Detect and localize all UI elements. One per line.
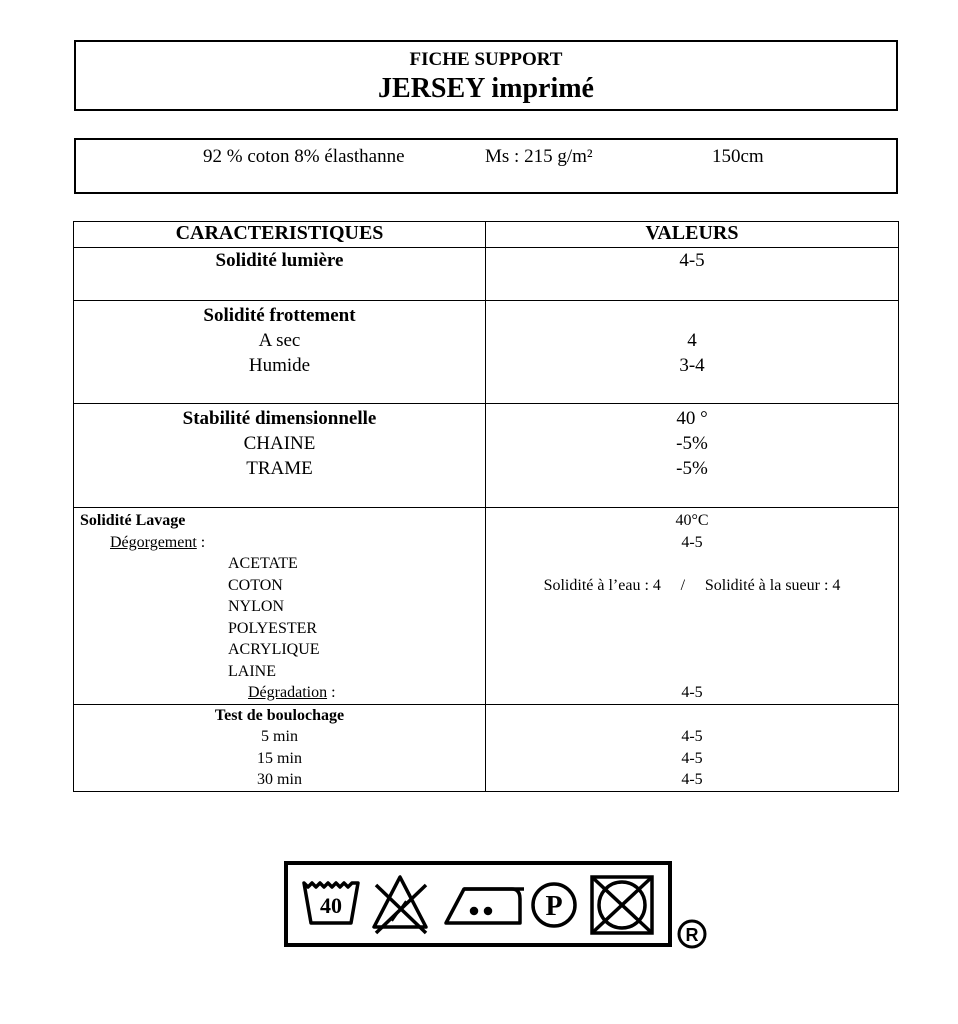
no-bleach-icon [374, 877, 426, 933]
separator: / [680, 576, 686, 594]
properties-table [73, 221, 899, 792]
care-symbols-box [284, 861, 672, 947]
svg-text:P: P [545, 891, 563, 922]
stability-label: Stabilité dimensionnelle [182, 408, 377, 429]
table-row [74, 404, 899, 508]
pilling-time: 30 min [257, 771, 302, 788]
svg-text:R: R [685, 925, 699, 945]
rubbing-wet-value: 3-4 [679, 355, 705, 376]
water-sweat-line [486, 575, 898, 597]
title-box [74, 40, 898, 111]
stability-warp-value: -5% [676, 433, 708, 454]
stability-temp: 40 ° [676, 408, 708, 429]
light-value: 4-5 [679, 250, 705, 271]
pilling-time: 15 min [257, 749, 302, 767]
list-item: COTON [228, 576, 283, 594]
fiber-list [80, 553, 485, 682]
pilling-value: 4-5 [681, 749, 703, 767]
col-characteristics: CARACTERISTIQUES [74, 222, 486, 248]
washing-temp: 40°C [675, 512, 709, 529]
pilling-time: 5 min [261, 728, 298, 745]
pilling-label: Test de boulochage [214, 706, 345, 724]
sweat-fastness: Solidité à la sueur : 4 [704, 576, 841, 594]
stability-weft-value: -5% [676, 458, 708, 479]
staining-line [80, 532, 485, 554]
light-label: Solidité lumière [215, 250, 344, 271]
registered-mark [676, 918, 708, 950]
rubbing-dry-label: A sec [258, 330, 301, 351]
rubbing-label: Solidité frottement [203, 305, 356, 326]
doc-subtitle: FICHE SUPPORT [409, 49, 563, 70]
staining-colon: : [196, 533, 206, 551]
table-row [74, 248, 899, 301]
pilling-value: 4-5 [681, 771, 703, 788]
table-header [74, 222, 899, 248]
washing-label: Solidité Lavage [80, 512, 186, 529]
stability-warp-label: CHAINE [243, 433, 316, 454]
rubbing-wet-label: Humide [248, 355, 311, 376]
degradation-value: 4-5 [681, 684, 703, 701]
list-item: ACRYLIQUE [228, 641, 320, 658]
degradation-label: Dégradation [248, 684, 328, 701]
water-fastness: Solidité à l’eau : 4 [543, 576, 661, 594]
iron-two-dots-icon [446, 889, 524, 923]
staining-value: 4-5 [681, 533, 703, 551]
spec-box [74, 138, 898, 194]
degradation-colon: : [327, 684, 336, 701]
wash-40-icon [304, 883, 358, 923]
list-item: LAINE [228, 662, 276, 680]
stability-weft-label: TRAME [246, 458, 313, 479]
doc-title: JERSEY imprimé [378, 73, 594, 104]
staining-label: Dégorgement [110, 533, 197, 551]
mass: Ms : 215 g/m² [485, 146, 593, 167]
dry-clean-p-icon [533, 884, 575, 926]
degradation-line [80, 682, 485, 704]
list-item: ACETATE [228, 555, 298, 572]
table-row [74, 508, 899, 705]
pilling-value: 4-5 [681, 728, 703, 745]
no-tumble-dry-icon [592, 877, 652, 933]
composition: 92 % coton 8% élasthanne [203, 146, 405, 167]
list-item: POLYESTER [228, 619, 318, 637]
col-values: VALEURS [486, 222, 899, 248]
list-item: NYLON [228, 598, 284, 615]
wash-temp: 40 [320, 893, 342, 918]
fabric-width: 150cm [712, 146, 764, 167]
table-row [74, 704, 899, 791]
rubbing-dry-value: 4 [687, 330, 697, 351]
table-row [74, 301, 899, 404]
